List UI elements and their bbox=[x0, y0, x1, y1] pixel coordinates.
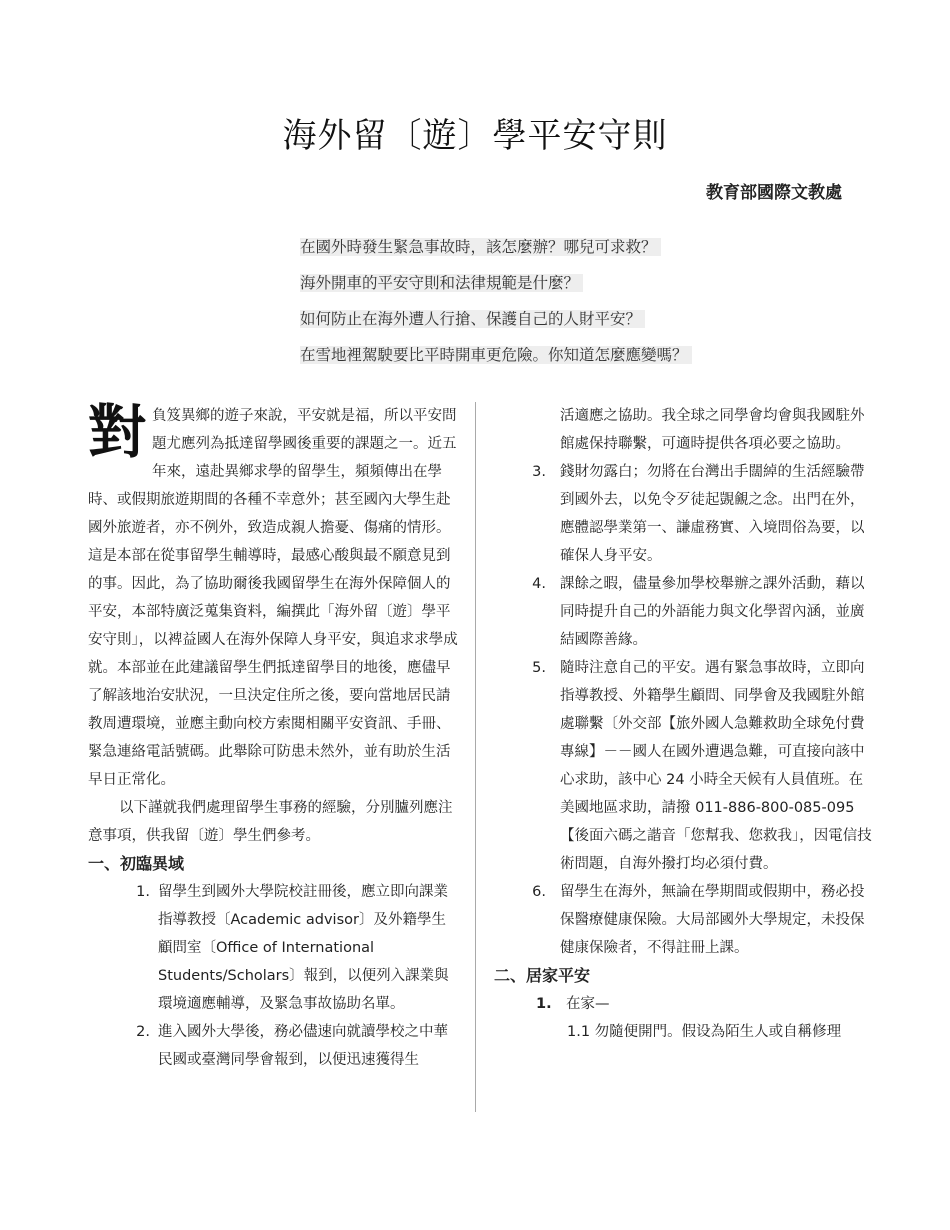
arrival-list bbox=[88, 878, 460, 1074]
list-item: 3. 錢財勿露白；勿將在台灣出手闊綽的生活經驗帶到國外去，以免令歹徒起覬覦之念。出門在外，應體認學業第一、謙虛務實、入境問俗為要，以確保人身平安。 bbox=[532, 464, 865, 564]
section-heading-home-safety: 二、居家平安 bbox=[494, 966, 591, 985]
organization-name: 教育部國際文教處 bbox=[706, 183, 842, 203]
list-item: 2. 進入國外大學後，務必儘速向就讀學校之中華民國或臺灣同學會報到，以便迅速獲得生 bbox=[136, 1024, 448, 1068]
arrival-list-continued bbox=[494, 458, 874, 962]
list-item: 6. 留學生在海外，無論在學期間或假期中，務必投保醫療健康保險。大局部國外大學規定，未投保健康保險者，不得註冊上課。 bbox=[532, 884, 865, 956]
key-questions bbox=[300, 236, 760, 380]
section-heading-arrival: 一、初臨異域 bbox=[88, 854, 185, 873]
left-column bbox=[88, 398, 460, 1074]
right-column bbox=[494, 402, 874, 1046]
intro-paragraph-2: 以下謹就我們處理留學生事務的經驗，分別臚列應注意事項，供我留〔遊〕學生們參考。 bbox=[88, 800, 453, 844]
intro-paragraph: 對負笈異鄉的遊子來說，平安就是福，所以平安問題尤應列為抵達留學國後重要的課題之一。近五年來，遠赴異鄉求學的留學生，頻頻傳出在學時、或假期旅遊期間的各種不幸意外；甚至國內大學生赴國外旅遊者，亦不例外，致造成親人擔憂、傷痛的情形。這是本部在從事留學生輔導時，最感心酸與最不願意見到的事。因此，為了協助爾後我國留學生在海外保障個人的平安，本部特廣泛蒐集資料，編撰此「海外留〔遊〕學平安守則」，以裨益國人在海外保障人身平安，與追求求學成就。本部並在此建議留學生們抵達留學目的地後，應儘早了解該地治安狀況，一旦決定住所之後，要向當地居民請教周遭環境，並應主動向校方索閱相關平安資訊、手冊、緊急連絡電話號碼。此舉除可防患未然外，並有助於生活早日正常化。 bbox=[88, 398, 458, 788]
subsection-at-home: 1. 在家— bbox=[536, 996, 610, 1012]
question-item: 如何防止在海外遭人行搶、保護自己的人財平安？ bbox=[300, 308, 760, 344]
drop-cap: 對 bbox=[88, 398, 147, 466]
list-item: 1. 留學生到國外大學院校註冊後，應立即向課業指導教授〔Academic advisor〕及外籍學生顧問室〔Office of International Students/Scholars〕報到，以便列入課業與環境適應輔導，及緊急事故協助名單。 bbox=[136, 884, 449, 1012]
question-item: 在雪地裡駕駛要比平時開車更危險。你知道怎麼應變嗎？ bbox=[300, 344, 760, 380]
question-item: 海外開車的平安守則和法律規範是什麼？ bbox=[300, 272, 760, 308]
list-item: 5. 隨時注意自己的平安。遇有緊急事故時，立即向指導教授、外籍學生顧問、同學會及我國駐外館處聯繫〔外交部【旅外國人急難救助全球免付費專線】－－國人在國外遭遇急難，可直接向該中心求助，該中心 24 小時全天候有人員值班。在美國地區求助，請撥 011-886-800-085-095【後面六碼之諧音「您幫我、您救我」，因電信技術問題，自海外撥打均必須付費。 bbox=[532, 660, 872, 872]
page-title: 海外留〔遊〕學平安守則 bbox=[282, 116, 668, 156]
subsection-item: 1.1 勿隨便開門。假设為陌生人或自稱修理 bbox=[567, 1024, 842, 1040]
column-divider bbox=[475, 402, 476, 1112]
list-item: 4. 課餘之暇，儘量參加學校舉辦之課外活動，藉以同時提升自己的外語能力與文化學習內涵，並廣結國際善緣。 bbox=[532, 576, 865, 648]
list-item-continued: 活適應之協助。我全球之同學會均會與我國駐外館處保持聯繫，可適時提供各項必要之協助。 bbox=[560, 408, 865, 452]
question-item: 在國外時發生緊急事故時，該怎麼辦？哪兒可求救？ bbox=[300, 236, 760, 272]
